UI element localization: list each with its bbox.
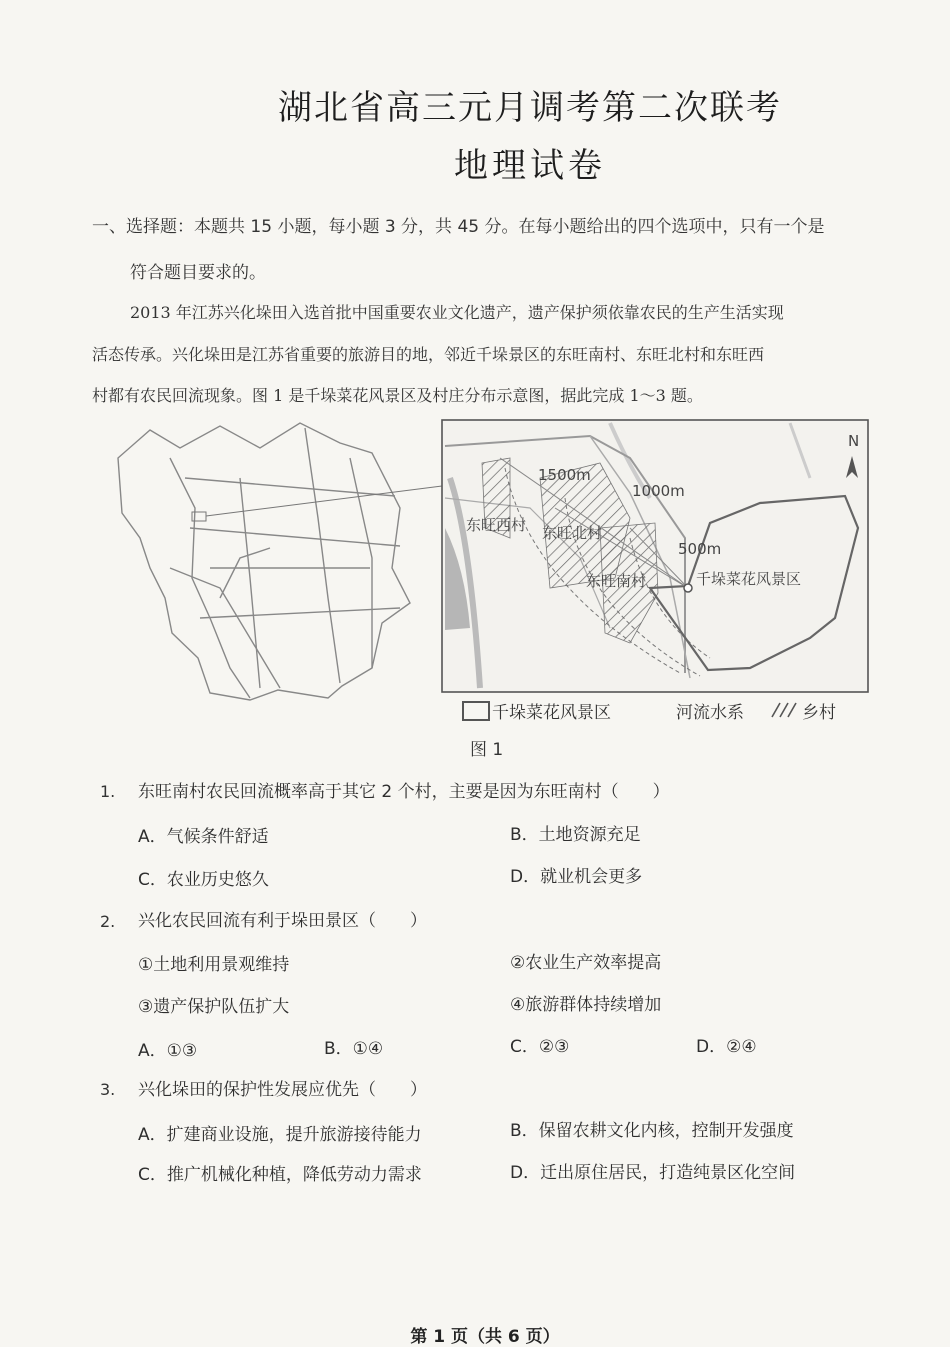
question-2-number: 2. — [100, 912, 116, 931]
q1-option-d: D．就业机会更多 — [510, 867, 643, 887]
q2-item-4: ④旅游群体持续增加 — [510, 995, 662, 1015]
scenic-label: 千垛菜花风景区 — [696, 570, 802, 588]
q1-option-b: B．土地资源充足 — [510, 825, 641, 845]
north-label: N — [848, 432, 860, 450]
passage-line-2: 活态传承。兴化垛田是江苏省重要的旅游目的地，邻近千垛景区的东旺南村、东旺北村和东旺西 — [92, 345, 765, 364]
village-south-label: 东旺南村 — [586, 572, 647, 590]
ring-label-1500: 1500m — [538, 466, 591, 484]
exam-title: 湖北省高三元月调考第二次联考 — [278, 88, 782, 128]
legend-scenic-swatch — [462, 701, 490, 721]
q3-option-d: D．迁出原住居民，打造纯景区化空间 — [510, 1163, 796, 1183]
ring-label-1000: 1000m — [632, 482, 685, 500]
passage-line-1: 2013 年江苏兴化垛田入选首批中国重要农业文化遗产，遗产保护须依靠农民的生产生活实现 — [130, 303, 784, 322]
question-3-stem: 兴化垛田的保护性发展应优先（ ） — [138, 1080, 427, 1100]
village-west-label: 东旺西村 — [466, 516, 527, 534]
q2-option-b: B．①④ — [324, 1039, 384, 1059]
region-outline — [118, 423, 410, 700]
q2-item-1: ①土地利用景观维持 — [138, 955, 290, 975]
question-3-number: 3. — [100, 1080, 116, 1099]
q2-item-2: ②农业生产效率提高 — [510, 953, 662, 973]
section-heading: 一、选择题：本题共 15 小题，每小题 3 分，共 45 分。在每小题给出的四个选项中，只有一个是 — [92, 217, 825, 237]
section-heading-cont: 符合题目要求的。 — [130, 263, 266, 283]
q2-option-d: D．②④ — [696, 1037, 757, 1057]
figure-1-map — [110, 418, 880, 728]
legend-village-label: 乡村 — [802, 703, 836, 723]
q2-option-c: C．②③ — [510, 1037, 570, 1057]
exam-subtitle: 地理试卷 — [454, 146, 606, 186]
q2-option-a: A．①③ — [138, 1041, 198, 1061]
q2-item-3: ③遗产保护队伍扩大 — [138, 997, 290, 1017]
legend-river-label: 河流水系 — [676, 703, 744, 723]
q1-option-c: C．农业历史悠久 — [138, 870, 269, 890]
ring-label-500: 500m — [678, 540, 722, 558]
figure-caption: 图 1 — [470, 740, 504, 760]
legend-scenic-label: 千垛菜花风景区 — [492, 703, 611, 723]
village-north-label: 东旺北村 — [542, 524, 603, 542]
scenic-center-point — [684, 584, 692, 592]
question-2-stem: 兴化农民回流有利于垛田景区（ ） — [138, 911, 427, 931]
q1-option-a: A．气候条件舒适 — [138, 827, 269, 847]
legend-village-swatch — [770, 702, 800, 718]
question-1-number: 1. — [100, 782, 116, 801]
page-footer: 第 1 页（共 6 页） — [410, 1327, 560, 1347]
q3-option-a: A．扩建商业设施，提升旅游接待能力 — [138, 1125, 422, 1145]
passage-line-3: 村都有农民回流现象。图 1 是千垛菜花风景区及村庄分布示意图，据此完成 1～3 题。 — [92, 386, 703, 405]
q3-option-c: C．推广机械化种植，降低劳动力需求 — [138, 1165, 422, 1185]
question-1-stem: 东旺南村农民回流概率高于其它 2 个村，主要是因为东旺南村（ ） — [138, 782, 670, 802]
q3-option-b: B．保留农耕文化内核，控制开发强度 — [510, 1121, 794, 1141]
